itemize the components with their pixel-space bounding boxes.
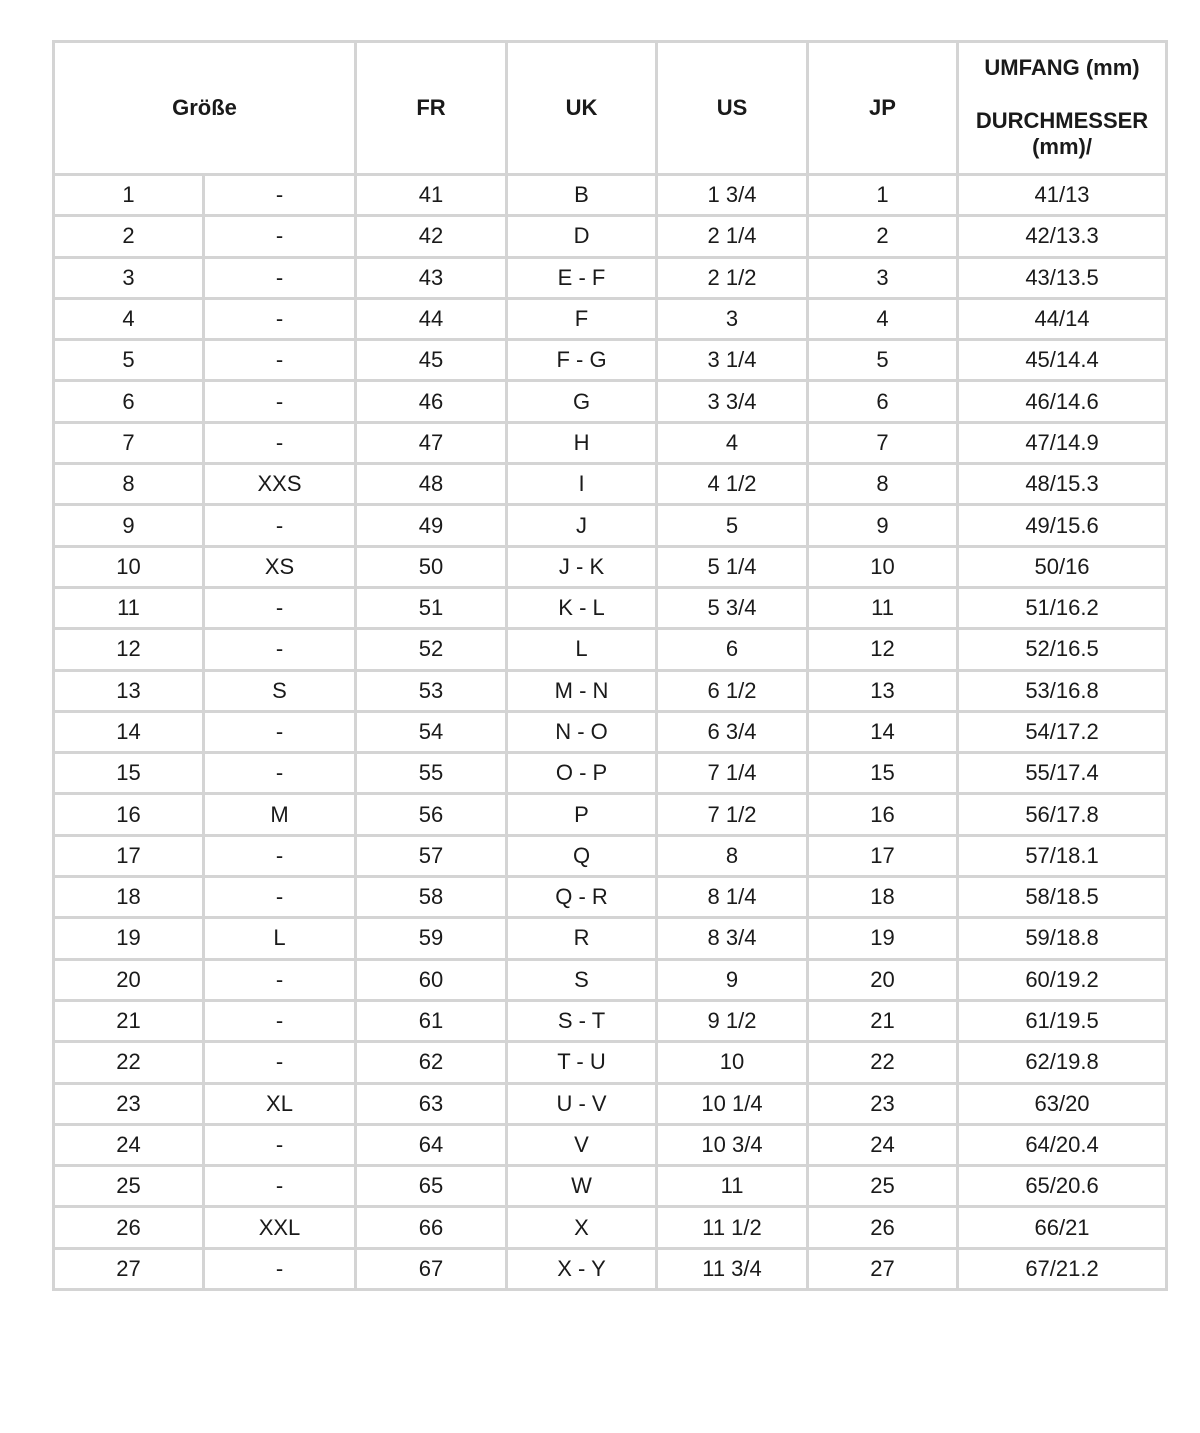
cell-uk: S bbox=[507, 959, 657, 1000]
table-row bbox=[54, 546, 1167, 587]
table-row bbox=[54, 381, 1167, 422]
cell-us: 2 1/2 bbox=[657, 257, 808, 298]
cell-size: 20 bbox=[54, 959, 204, 1000]
cell-fr: 54 bbox=[356, 711, 507, 752]
cell-fr: 51 bbox=[356, 587, 507, 628]
table-row bbox=[54, 1042, 1167, 1083]
cell-uk: W bbox=[507, 1166, 657, 1207]
cell-uk: K - L bbox=[507, 587, 657, 628]
cell-us: 3 bbox=[657, 298, 808, 339]
cell-jp: 27 bbox=[808, 1248, 958, 1289]
cell-uk: F - G bbox=[507, 340, 657, 381]
cell-size: 11 bbox=[54, 587, 204, 628]
cell-letter-size: - bbox=[204, 257, 356, 298]
cell-fr: 61 bbox=[356, 1000, 507, 1041]
cell-uk: M - N bbox=[507, 670, 657, 711]
cell-umfang-durchmesser: 64/20.4 bbox=[958, 1124, 1167, 1165]
cell-uk: X - Y bbox=[507, 1248, 657, 1289]
cell-jp: 21 bbox=[808, 1000, 958, 1041]
table-row bbox=[54, 340, 1167, 381]
cell-size: 24 bbox=[54, 1124, 204, 1165]
cell-uk: J - K bbox=[507, 546, 657, 587]
cell-letter-size: - bbox=[204, 711, 356, 752]
cell-fr: 56 bbox=[356, 794, 507, 835]
table-row bbox=[54, 464, 1167, 505]
cell-us: 11 3/4 bbox=[657, 1248, 808, 1289]
cell-size: 4 bbox=[54, 298, 204, 339]
cell-jp: 2 bbox=[808, 216, 958, 257]
cell-umfang-durchmesser: 58/18.5 bbox=[958, 877, 1167, 918]
cell-size: 3 bbox=[54, 257, 204, 298]
cell-us: 3 1/4 bbox=[657, 340, 808, 381]
cell-fr: 63 bbox=[356, 1083, 507, 1124]
cell-letter-size: - bbox=[204, 216, 356, 257]
cell-us: 8 bbox=[657, 835, 808, 876]
cell-jp: 16 bbox=[808, 794, 958, 835]
cell-fr: 47 bbox=[356, 422, 507, 463]
cell-size: 14 bbox=[54, 711, 204, 752]
cell-size: 19 bbox=[54, 918, 204, 959]
cell-us: 7 1/4 bbox=[657, 753, 808, 794]
cell-umfang-durchmesser: 67/21.2 bbox=[958, 1248, 1167, 1289]
cell-letter-size: - bbox=[204, 1000, 356, 1041]
cell-jp: 4 bbox=[808, 298, 958, 339]
cell-jp: 23 bbox=[808, 1083, 958, 1124]
cell-uk: B bbox=[507, 175, 657, 216]
cell-letter-size: - bbox=[204, 422, 356, 463]
header-uk: UK bbox=[507, 42, 657, 175]
cell-umfang-durchmesser: 50/16 bbox=[958, 546, 1167, 587]
cell-us: 4 bbox=[657, 422, 808, 463]
cell-size: 6 bbox=[54, 381, 204, 422]
cell-us: 9 1/2 bbox=[657, 1000, 808, 1041]
cell-uk: V bbox=[507, 1124, 657, 1165]
table-row bbox=[54, 587, 1167, 628]
cell-umfang-durchmesser: 52/16.5 bbox=[958, 629, 1167, 670]
table-row bbox=[54, 1166, 1167, 1207]
cell-fr: 65 bbox=[356, 1166, 507, 1207]
cell-size: 27 bbox=[54, 1248, 204, 1289]
cell-letter-size: - bbox=[204, 1166, 356, 1207]
cell-umfang-durchmesser: 41/13 bbox=[958, 175, 1167, 216]
ring-size-table bbox=[52, 40, 1168, 1291]
cell-jp: 1 bbox=[808, 175, 958, 216]
cell-jp: 26 bbox=[808, 1207, 958, 1248]
cell-umfang-durchmesser: 54/17.2 bbox=[958, 711, 1167, 752]
cell-fr: 46 bbox=[356, 381, 507, 422]
table-row bbox=[54, 216, 1167, 257]
cell-us: 3 3/4 bbox=[657, 381, 808, 422]
table-row bbox=[54, 298, 1167, 339]
cell-jp: 10 bbox=[808, 546, 958, 587]
cell-jp: 7 bbox=[808, 422, 958, 463]
cell-fr: 43 bbox=[356, 257, 507, 298]
table-row bbox=[54, 422, 1167, 463]
cell-jp: 3 bbox=[808, 257, 958, 298]
cell-fr: 48 bbox=[356, 464, 507, 505]
cell-letter-size: XL bbox=[204, 1083, 356, 1124]
cell-us: 6 3/4 bbox=[657, 711, 808, 752]
cell-letter-size: - bbox=[204, 381, 356, 422]
header-us: US bbox=[657, 42, 808, 175]
cell-umfang-durchmesser: 45/14.4 bbox=[958, 340, 1167, 381]
cell-letter-size: - bbox=[204, 298, 356, 339]
cell-jp: 8 bbox=[808, 464, 958, 505]
cell-us: 10 1/4 bbox=[657, 1083, 808, 1124]
cell-umfang-durchmesser: 66/21 bbox=[958, 1207, 1167, 1248]
cell-letter-size: - bbox=[204, 753, 356, 794]
table-row bbox=[54, 629, 1167, 670]
cell-size: 1 bbox=[54, 175, 204, 216]
table-row bbox=[54, 505, 1167, 546]
cell-umfang-durchmesser: 57/18.1 bbox=[958, 835, 1167, 876]
header-umfang-durchmesser bbox=[958, 42, 1167, 175]
cell-umfang-durchmesser: 44/14 bbox=[958, 298, 1167, 339]
header-row bbox=[54, 42, 1167, 175]
cell-size: 26 bbox=[54, 1207, 204, 1248]
header-jp: JP bbox=[808, 42, 958, 175]
table-row bbox=[54, 835, 1167, 876]
cell-jp: 13 bbox=[808, 670, 958, 711]
table-row bbox=[54, 1000, 1167, 1041]
cell-jp: 5 bbox=[808, 340, 958, 381]
cell-fr: 60 bbox=[356, 959, 507, 1000]
table-row bbox=[54, 1083, 1167, 1124]
cell-us: 10 bbox=[657, 1042, 808, 1083]
cell-size: 23 bbox=[54, 1083, 204, 1124]
cell-uk: E - F bbox=[507, 257, 657, 298]
cell-size: 12 bbox=[54, 629, 204, 670]
table-row bbox=[54, 959, 1167, 1000]
table-row bbox=[54, 877, 1167, 918]
cell-us: 4 1/2 bbox=[657, 464, 808, 505]
cell-us: 10 3/4 bbox=[657, 1124, 808, 1165]
cell-uk: O - P bbox=[507, 753, 657, 794]
cell-umfang-durchmesser: 59/18.8 bbox=[958, 918, 1167, 959]
cell-fr: 45 bbox=[356, 340, 507, 381]
cell-us: 11 bbox=[657, 1166, 808, 1207]
cell-letter-size: - bbox=[204, 175, 356, 216]
cell-jp: 9 bbox=[808, 505, 958, 546]
cell-umfang-durchmesser: 60/19.2 bbox=[958, 959, 1167, 1000]
cell-us: 1 3/4 bbox=[657, 175, 808, 216]
cell-umfang-durchmesser: 46/14.6 bbox=[958, 381, 1167, 422]
cell-fr: 57 bbox=[356, 835, 507, 876]
cell-umfang-durchmesser: 63/20 bbox=[958, 1083, 1167, 1124]
table-row bbox=[54, 1248, 1167, 1289]
cell-size: 25 bbox=[54, 1166, 204, 1207]
cell-umfang-durchmesser: 53/16.8 bbox=[958, 670, 1167, 711]
cell-size: 10 bbox=[54, 546, 204, 587]
cell-letter-size: XXL bbox=[204, 1207, 356, 1248]
cell-jp: 6 bbox=[808, 381, 958, 422]
cell-letter-size: - bbox=[204, 587, 356, 628]
cell-size: 5 bbox=[54, 340, 204, 381]
cell-jp: 25 bbox=[808, 1166, 958, 1207]
cell-letter-size: S bbox=[204, 670, 356, 711]
cell-uk: J bbox=[507, 505, 657, 546]
cell-us: 8 3/4 bbox=[657, 918, 808, 959]
cell-size: 13 bbox=[54, 670, 204, 711]
cell-uk: I bbox=[507, 464, 657, 505]
cell-letter-size: - bbox=[204, 959, 356, 1000]
cell-fr: 49 bbox=[356, 505, 507, 546]
cell-jp: 12 bbox=[808, 629, 958, 670]
cell-size: 2 bbox=[54, 216, 204, 257]
cell-letter-size: - bbox=[204, 1124, 356, 1165]
cell-fr: 55 bbox=[356, 753, 507, 794]
cell-uk: G bbox=[507, 381, 657, 422]
cell-umfang-durchmesser: 42/13.3 bbox=[958, 216, 1167, 257]
cell-fr: 52 bbox=[356, 629, 507, 670]
cell-us: 5 bbox=[657, 505, 808, 546]
cell-uk: N - O bbox=[507, 711, 657, 752]
cell-us: 2 1/4 bbox=[657, 216, 808, 257]
cell-size: 21 bbox=[54, 1000, 204, 1041]
cell-umfang-durchmesser: 43/13.5 bbox=[958, 257, 1167, 298]
cell-letter-size: - bbox=[204, 1042, 356, 1083]
cell-umfang-durchmesser: 47/14.9 bbox=[958, 422, 1167, 463]
cell-umfang-durchmesser: 65/20.6 bbox=[958, 1166, 1167, 1207]
cell-us: 7 1/2 bbox=[657, 794, 808, 835]
cell-letter-size: M bbox=[204, 794, 356, 835]
table-row bbox=[54, 794, 1167, 835]
cell-us: 8 1/4 bbox=[657, 877, 808, 918]
cell-uk: F bbox=[507, 298, 657, 339]
cell-jp: 17 bbox=[808, 835, 958, 876]
cell-jp: 19 bbox=[808, 918, 958, 959]
cell-us: 6 bbox=[657, 629, 808, 670]
cell-us: 6 1/2 bbox=[657, 670, 808, 711]
table-row bbox=[54, 1124, 1167, 1165]
cell-us: 5 1/4 bbox=[657, 546, 808, 587]
cell-fr: 42 bbox=[356, 216, 507, 257]
cell-uk: Q - R bbox=[507, 877, 657, 918]
cell-fr: 64 bbox=[356, 1124, 507, 1165]
cell-fr: 50 bbox=[356, 546, 507, 587]
cell-uk: T - U bbox=[507, 1042, 657, 1083]
header-durchmesser: DURCHMESSER (mm)/ bbox=[975, 107, 1149, 160]
cell-size: 9 bbox=[54, 505, 204, 546]
cell-fr: 59 bbox=[356, 918, 507, 959]
cell-letter-size: - bbox=[204, 877, 356, 918]
cell-umfang-durchmesser: 61/19.5 bbox=[958, 1000, 1167, 1041]
cell-letter-size: - bbox=[204, 505, 356, 546]
cell-fr: 66 bbox=[356, 1207, 507, 1248]
cell-umfang-durchmesser: 62/19.8 bbox=[958, 1042, 1167, 1083]
cell-fr: 58 bbox=[356, 877, 507, 918]
cell-letter-size: - bbox=[204, 340, 356, 381]
table-row bbox=[54, 711, 1167, 752]
table-row bbox=[54, 257, 1167, 298]
table-row bbox=[54, 918, 1167, 959]
cell-umfang-durchmesser: 51/16.2 bbox=[958, 587, 1167, 628]
cell-umfang-durchmesser: 49/15.6 bbox=[958, 505, 1167, 546]
cell-us: 11 1/2 bbox=[657, 1207, 808, 1248]
cell-size: 17 bbox=[54, 835, 204, 876]
table-row bbox=[54, 670, 1167, 711]
cell-size: 16 bbox=[54, 794, 204, 835]
cell-letter-size: XS bbox=[204, 546, 356, 587]
cell-uk: P bbox=[507, 794, 657, 835]
cell-us: 9 bbox=[657, 959, 808, 1000]
cell-uk: H bbox=[507, 422, 657, 463]
cell-size: 7 bbox=[54, 422, 204, 463]
cell-fr: 53 bbox=[356, 670, 507, 711]
cell-umfang-durchmesser: 55/17.4 bbox=[958, 753, 1167, 794]
table-row bbox=[54, 175, 1167, 216]
cell-uk: U - V bbox=[507, 1083, 657, 1124]
cell-jp: 15 bbox=[808, 753, 958, 794]
cell-fr: 41 bbox=[356, 175, 507, 216]
cell-uk: S - T bbox=[507, 1000, 657, 1041]
cell-fr: 62 bbox=[356, 1042, 507, 1083]
cell-uk: X bbox=[507, 1207, 657, 1248]
cell-uk: Q bbox=[507, 835, 657, 876]
cell-size: 18 bbox=[54, 877, 204, 918]
cell-size: 15 bbox=[54, 753, 204, 794]
cell-uk: R bbox=[507, 918, 657, 959]
cell-jp: 20 bbox=[808, 959, 958, 1000]
cell-jp: 24 bbox=[808, 1124, 958, 1165]
cell-letter-size: - bbox=[204, 1248, 356, 1289]
cell-letter-size: - bbox=[204, 835, 356, 876]
header-umfang: UMFANG (mm) bbox=[984, 55, 1140, 81]
table-row bbox=[54, 753, 1167, 794]
cell-size: 22 bbox=[54, 1042, 204, 1083]
cell-jp: 18 bbox=[808, 877, 958, 918]
header-groesse: Größe bbox=[54, 42, 356, 175]
cell-umfang-durchmesser: 56/17.8 bbox=[958, 794, 1167, 835]
cell-letter-size: L bbox=[204, 918, 356, 959]
table-row bbox=[54, 1207, 1167, 1248]
cell-jp: 22 bbox=[808, 1042, 958, 1083]
cell-fr: 67 bbox=[356, 1248, 507, 1289]
cell-jp: 14 bbox=[808, 711, 958, 752]
cell-umfang-durchmesser: 48/15.3 bbox=[958, 464, 1167, 505]
cell-letter-size: - bbox=[204, 629, 356, 670]
header-fr: FR bbox=[356, 42, 507, 175]
cell-uk: D bbox=[507, 216, 657, 257]
cell-letter-size: XXS bbox=[204, 464, 356, 505]
cell-uk: L bbox=[507, 629, 657, 670]
cell-size: 8 bbox=[54, 464, 204, 505]
cell-us: 5 3/4 bbox=[657, 587, 808, 628]
cell-jp: 11 bbox=[808, 587, 958, 628]
cell-fr: 44 bbox=[356, 298, 507, 339]
